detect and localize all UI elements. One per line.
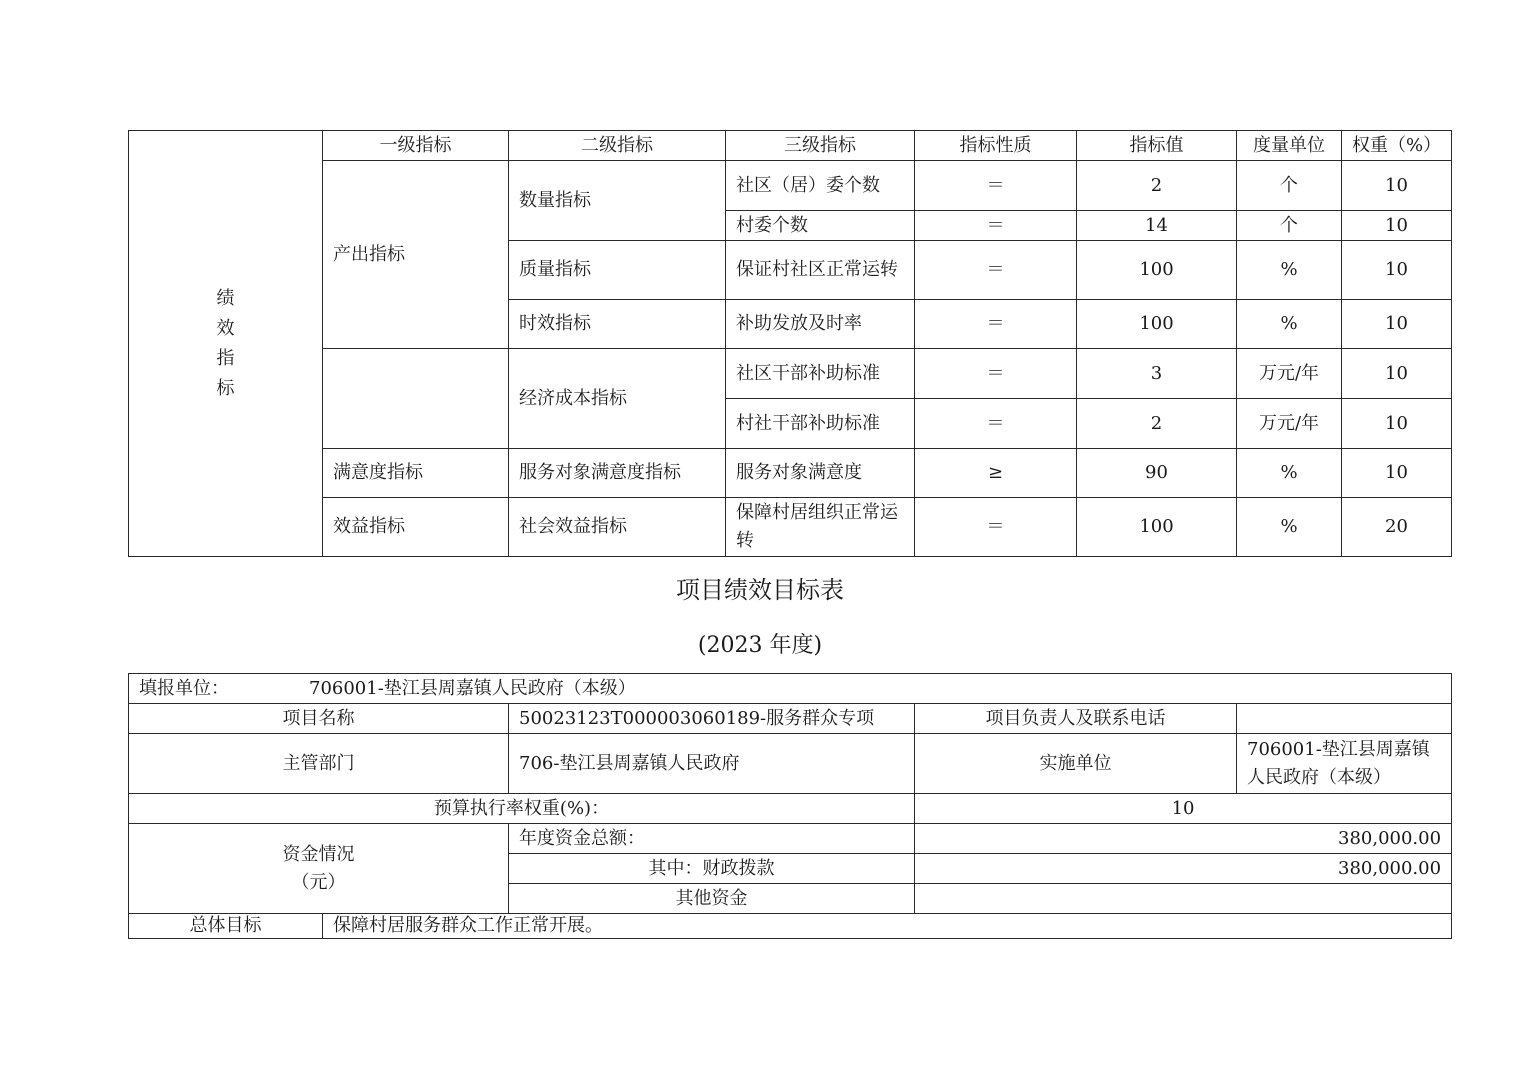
performance-side-label: 绩 效 指 标	[129, 131, 323, 557]
indicator-op: ≥	[915, 449, 1077, 498]
indicator-weight: 10	[1342, 399, 1452, 449]
filler-label: 填报单位：	[139, 677, 229, 699]
indicator-weight: 10	[1342, 449, 1452, 498]
budget-weight-label: 预算执行率权重(%)：	[129, 794, 915, 824]
project-name-label: 项目名称	[129, 704, 509, 734]
indicator-value: 14	[1077, 211, 1237, 241]
level1-benefit: 效益指标	[323, 498, 509, 557]
funds-label-cell	[129, 824, 509, 914]
indicator-op: ＝	[915, 161, 1077, 211]
indicator-op: ＝	[915, 498, 1077, 557]
level1-output: 产出指标	[323, 161, 509, 349]
project-name-value: 50023123T000003060189-服务群众专项	[509, 704, 915, 734]
indicator-name: 社区干部补助标准	[726, 349, 915, 399]
indicator-weight: 10	[1342, 211, 1452, 241]
contact-value	[1237, 704, 1452, 734]
indicator-value: 100	[1077, 498, 1237, 557]
other-funds-label: 其他资金	[509, 884, 915, 914]
header-level1: 一级指标	[323, 131, 509, 161]
indicator-value: 2	[1077, 399, 1237, 449]
page-title: 项目绩效目标表	[676, 576, 844, 604]
indicator-op: ＝	[915, 399, 1077, 449]
indicator-unit: 万元/年	[1237, 349, 1342, 399]
total-funds-label: 年度资金总额：	[509, 824, 915, 854]
header-unit: 度量单位	[1237, 131, 1342, 161]
fiscal-funds-value: 380,000.00	[915, 854, 1452, 884]
page-subtitle: (2023 年度)	[697, 633, 823, 658]
indicator-unit: 万元/年	[1237, 399, 1342, 449]
filler-row	[129, 674, 1452, 704]
level2-satisfaction: 服务对象满意度指标	[509, 449, 726, 498]
impl-value: 706001-垫江县周嘉镇人民政府（本级）	[1237, 734, 1452, 794]
level1-satisfaction: 满意度指标	[323, 449, 509, 498]
budget-weight-value: 10	[915, 794, 1452, 824]
level2-timeliness: 时效指标	[509, 300, 726, 349]
indicator-weight: 10	[1342, 161, 1452, 211]
level2-quality: 质量指标	[509, 241, 726, 300]
indicator-op: ＝	[915, 300, 1077, 349]
total-funds-value: 380,000.00	[915, 824, 1452, 854]
indicator-unit: %	[1237, 498, 1342, 557]
indicator-unit: %	[1237, 300, 1342, 349]
indicator-name: 村委个数	[726, 211, 915, 241]
indicator-name: 补助发放及时率	[726, 300, 915, 349]
goal-label: 总体目标	[129, 914, 323, 939]
header-weight: 权重（%）	[1342, 131, 1452, 161]
indicator-unit: %	[1237, 241, 1342, 300]
indicator-op: ＝	[915, 241, 1077, 300]
indicator-weight: 10	[1342, 300, 1452, 349]
indicator-value: 3	[1077, 349, 1237, 399]
indicator-value: 2	[1077, 161, 1237, 211]
indicator-value: 90	[1077, 449, 1237, 498]
level2-benefit: 社会效益指标	[509, 498, 726, 557]
level2-cost: 经济成本指标	[509, 349, 726, 449]
indicator-weight: 10	[1342, 349, 1452, 399]
impl-label: 实施单位	[915, 734, 1237, 794]
indicator-unit: %	[1237, 449, 1342, 498]
indicator-op: ＝	[915, 211, 1077, 241]
indicator-name: 社区（居）委个数	[726, 161, 915, 211]
header-level2: 二级指标	[509, 131, 726, 161]
indicator-value: 100	[1077, 300, 1237, 349]
indicator-unit: 个	[1237, 211, 1342, 241]
indicator-name: 村社干部补助标准	[726, 399, 915, 449]
indicator-op: ＝	[915, 349, 1077, 399]
funds-label: 资金情况	[282, 843, 355, 865]
dept-label: 主管部门	[129, 734, 509, 794]
indicator-name: 保障村居组织正常运转	[726, 498, 915, 557]
fiscal-funds-label: 其中：财政拨款	[509, 854, 915, 884]
project-info-table	[128, 673, 1452, 939]
header-level3: 三级指标	[726, 131, 915, 161]
indicator-name: 服务对象满意度	[726, 449, 915, 498]
indicator-weight: 20	[1342, 498, 1452, 557]
indicator-value: 100	[1077, 241, 1237, 300]
header-nature: 指标性质	[915, 131, 1077, 161]
funds-unit: （元）	[291, 871, 346, 893]
level2-quantity: 数量指标	[509, 161, 726, 241]
indicator-weight: 10	[1342, 241, 1452, 300]
dept-value: 706-垫江县周嘉镇人民政府	[509, 734, 915, 794]
goal-value: 保障村居服务群众工作正常开展。	[323, 914, 1452, 939]
filler-value: 706001-垫江县周嘉镇人民政府（本级）	[309, 677, 636, 699]
other-funds-value	[915, 884, 1452, 914]
level1-empty	[323, 349, 509, 449]
indicator-unit: 个	[1237, 161, 1342, 211]
indicator-name: 保证村社区正常运转	[726, 241, 915, 300]
header-value: 指标值	[1077, 131, 1237, 161]
contact-label: 项目负责人及联系电话	[915, 704, 1237, 734]
performance-indicator-table	[128, 130, 1452, 557]
